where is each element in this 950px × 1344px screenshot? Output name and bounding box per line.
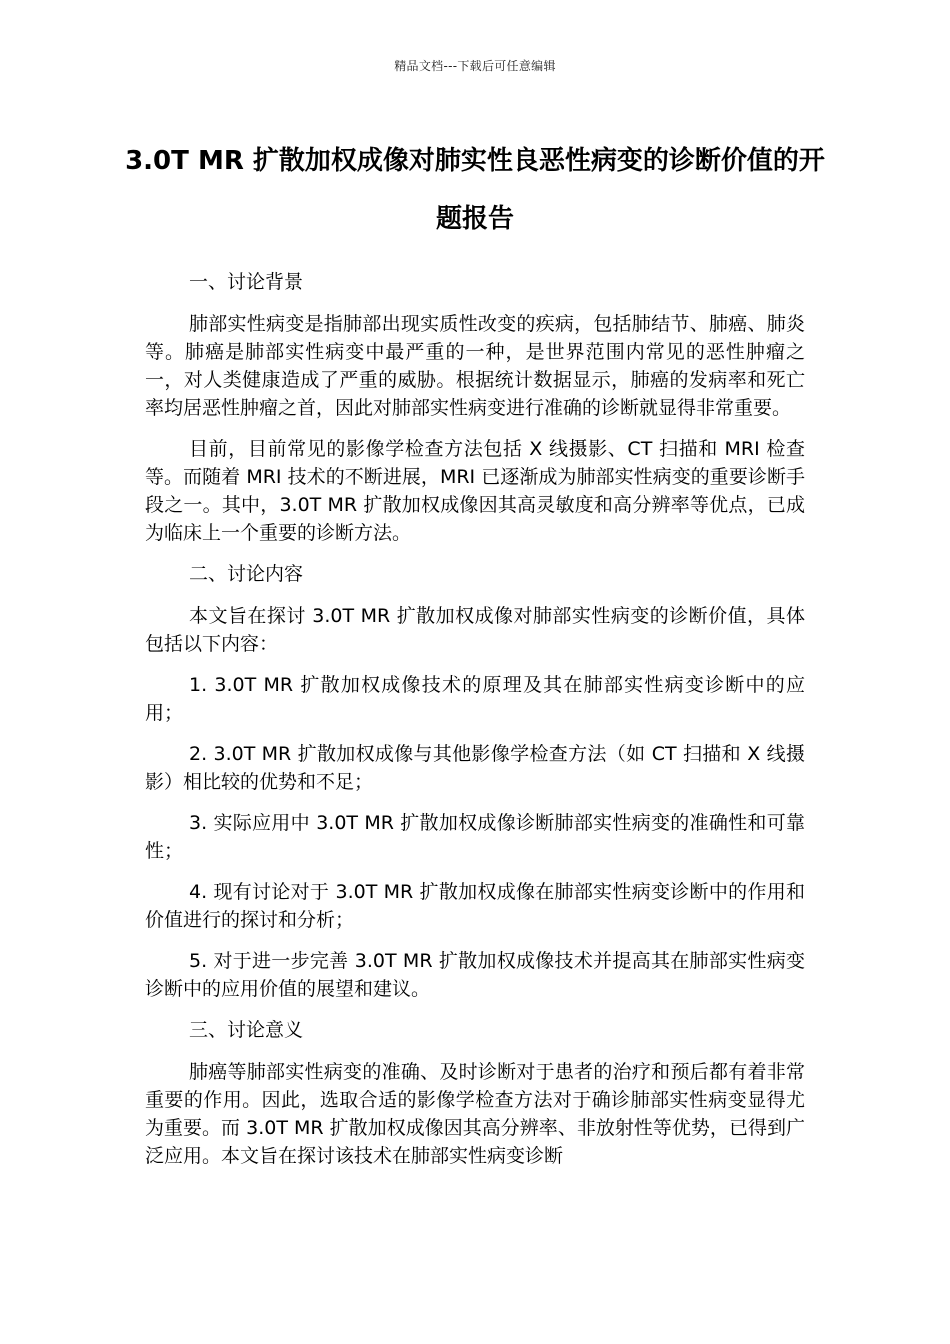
section-heading-content: 二、讨论内容 xyxy=(189,563,304,585)
list-item: 3. 实际应用中 3.0T MR 扩散加权成像诊断肺部实性病变的准确性和可靠性； xyxy=(145,812,805,862)
paragraph: 目前，目前常见的影像学检查方法包括 X 线摄影、CT 扫描和 MRI 检查等。而随着 MRI 技术的不断进展，MRI 已逐渐成为肺部实性病变的重要诊断手段之一。其中，3.0T MR 扩散加权成像因其高灵敏度和高分辨率等优点，已成为临床上一个重要的诊断方法。 xyxy=(145,438,805,544)
paragraph: 肺癌等肺部实性病变的准确、及时诊断对于患者的治疗和预后都有着非常重要的作用。因此，选取合适的影像学检查方法对于确诊肺部实性病变显得尤为重要。而 3.0T MR 扩散加权成像因其高分辨率、非放射性等优势，已得到广泛应用。本文旨在探讨该技术在肺部实性病变诊断 xyxy=(145,1061,805,1167)
list-item: 5. 对于进一步完善 3.0T MR 扩散加权成像技术并提高其在肺部实性病变诊断中的应用价值的展望和建议。 xyxy=(145,950,805,1000)
paragraph: 本文旨在探讨 3.0T MR 扩散加权成像对肺部实性病变的诊断价值，具体包括以下内容： xyxy=(145,605,805,655)
page-header-note: 精品文档---下载后可任意编辑 xyxy=(394,59,556,73)
paragraph: 肺部实性病变是指肺部出现实质性改变的疾病，包括肺结节、肺癌、肺炎等。肺癌是肺部实性病变中最严重的一种，是世界范围内常见的恶性肿瘤之一，对人类健康造成了严重的威胁。根据统计数据显示，肺癌的发病率和死亡率均居恶性肿瘤之首，因此对肺部实性病变进行准确的诊断就显得非常重要。 xyxy=(145,313,805,419)
section-heading-significance: 三、讨论意义 xyxy=(189,1019,304,1041)
list-item: 2. 3.0T MR 扩散加权成像与其他影像学检查方法（如 CT 扫描和 X 线摄影）相比较的优势和不足； xyxy=(145,743,805,793)
section-heading-background: 一、讨论背景 xyxy=(189,271,304,293)
list-item: 4. 现有讨论对于 3.0T MR 扩散加权成像在肺部实性病变诊断中的作用和价值进行的探讨和分析； xyxy=(145,881,805,931)
document-title: 3.0T MR 扩散加权成像对肺实性良恶性病变的诊断价值的开题报告 xyxy=(125,146,825,234)
list-item: 1. 3.0T MR 扩散加权成像技术的原理及其在肺部实性病变诊断中的应用； xyxy=(145,674,805,724)
document-body xyxy=(145,268,805,1183)
